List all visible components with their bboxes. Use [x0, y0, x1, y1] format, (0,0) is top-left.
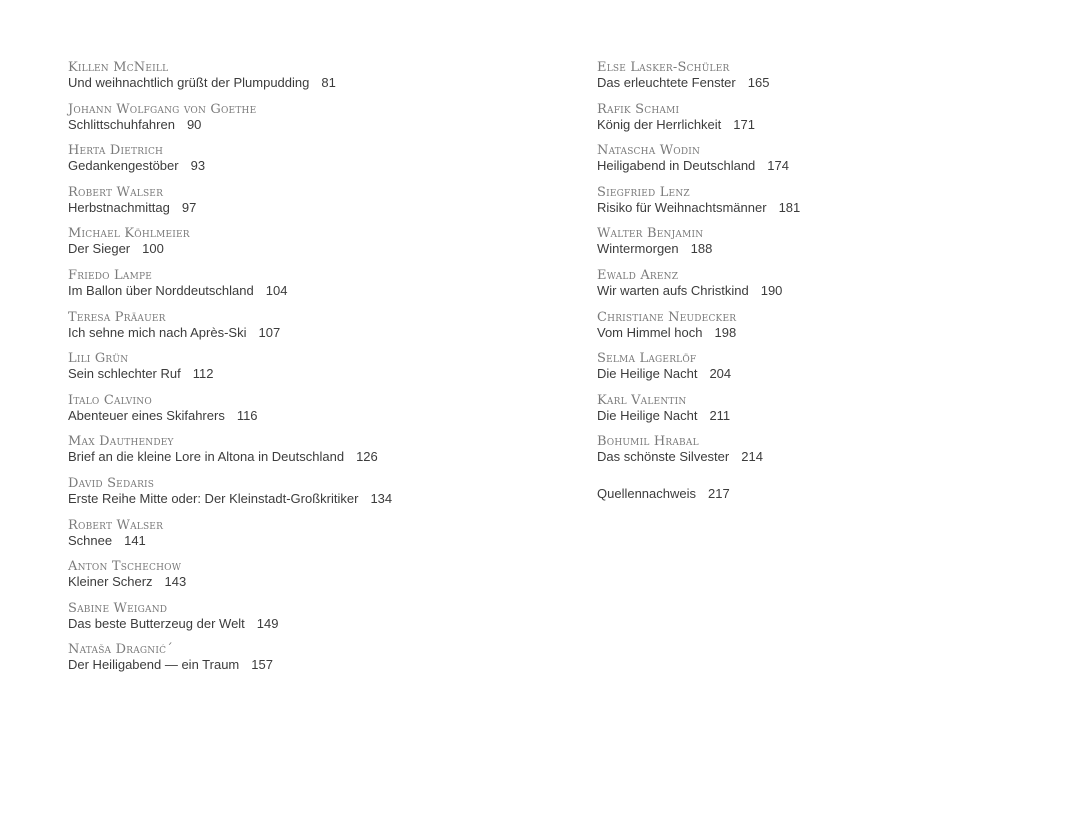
- toc-title: Schlittschuhfahren: [68, 116, 175, 132]
- toc-title-line: [68, 117, 568, 133]
- toc-author: Robert Walser: [68, 517, 164, 533]
- toc-title-line: [597, 75, 1037, 91]
- toc-title: Das schönste Silvester: [597, 449, 730, 465]
- toc-entry: [597, 393, 1037, 435]
- toc-page-number: 165: [747, 75, 770, 90]
- toc-title: Das beste Butterzeug der Welt: [68, 615, 245, 631]
- toc-page-number: 141: [124, 532, 146, 548]
- toc-entry: [68, 268, 568, 310]
- toc-author: Ewald Arenz: [597, 267, 679, 283]
- toc-entry: [68, 559, 568, 601]
- toc-title-line: [68, 325, 568, 341]
- toc-title-line: [597, 158, 1037, 174]
- toc-author: Anton Tschechow: [68, 559, 182, 575]
- toc-title: Die Heilige Nacht: [597, 366, 698, 382]
- toc-title: Vom Himmel hoch: [597, 324, 703, 340]
- toc-title: Kleiner Scherz: [68, 574, 153, 590]
- toc-entry: [68, 60, 568, 102]
- toc-sources-title: Quellennachweis: [597, 485, 697, 501]
- toc-title-line: [68, 366, 568, 382]
- toc-page-number: 116: [236, 407, 258, 423]
- toc-entry: [68, 351, 568, 393]
- toc-title: Wintermorgen: [597, 241, 679, 257]
- toc-page-number: 188: [690, 241, 713, 257]
- toc-page-number: 211: [709, 407, 731, 423]
- toc-page-number: 97: [181, 199, 197, 215]
- toc-title-line: [68, 241, 568, 257]
- toc-title: Ich sehne mich nach Après-Ski: [68, 324, 247, 340]
- toc-author: Teresa Präauer: [68, 309, 166, 325]
- toc-page-number: 93: [190, 158, 206, 174]
- toc-entry: [68, 518, 568, 560]
- toc-author: Walter Benjamin: [597, 226, 704, 242]
- toc-author: David Sedaris: [68, 475, 155, 491]
- toc-entry: [597, 226, 1037, 268]
- toc-author: Rafik Schami: [597, 101, 680, 117]
- toc-entry: [597, 185, 1037, 227]
- toc-title-line: [68, 283, 568, 299]
- toc-page-number: 171: [733, 116, 755, 132]
- toc-title: König der Herrlichkeit: [597, 116, 722, 132]
- toc-page-number: 107: [258, 324, 281, 340]
- toc-title-line: [68, 491, 568, 507]
- toc-author: Italo Calvino: [68, 392, 152, 408]
- toc-author: Siegfried Lenz: [597, 184, 690, 200]
- toc-entry: [597, 310, 1037, 352]
- toc-title: Der Sieger: [68, 241, 131, 257]
- toc-entry: [68, 393, 568, 435]
- toc-author: Christiane Neudecker: [597, 309, 737, 325]
- toc-title-line: [68, 408, 568, 424]
- toc-title: Schnee: [68, 532, 113, 548]
- toc-title: Brief an die kleine Lore in Altona in Deutschland: [68, 449, 345, 465]
- toc-author: Max Dauthendey: [68, 434, 174, 450]
- toc-title: Wir warten aufs Christkind: [597, 282, 749, 298]
- toc-entry: [597, 102, 1037, 144]
- toc-author: Bohumil Hrabal: [597, 434, 699, 450]
- toc-title: Und weihnachtlich grüßt der Plumpudding: [68, 75, 310, 90]
- toc-page-number: 149: [256, 615, 279, 631]
- toc-title: Sein schlechter Ruf: [68, 366, 181, 382]
- toc-page-number: 143: [164, 574, 187, 590]
- toc-entry: [68, 642, 568, 684]
- toc-title-line: [68, 200, 568, 216]
- toc-title: Risiko für Weihnachtsmänner: [597, 199, 767, 215]
- toc-author: Johann Wolfgang von Goethe: [68, 101, 257, 117]
- toc-entry: [68, 185, 568, 227]
- toc-author: Nataša Dragnić´: [68, 642, 173, 658]
- toc-entry: [68, 476, 568, 518]
- toc-page-number: 190: [760, 282, 783, 298]
- toc-page-number: 100: [142, 241, 164, 257]
- toc-author: Robert Walser: [68, 184, 164, 200]
- toc-title: Im Ballon über Norddeutschland: [68, 282, 254, 298]
- toc-entry: [597, 351, 1037, 393]
- toc-title-line: [597, 283, 1037, 299]
- toc-author: Natascha Wodin: [597, 143, 701, 159]
- toc-page-number: 174: [767, 158, 789, 174]
- toc-page-number: 81: [321, 75, 336, 90]
- toc-author: Else Lasker-Schüler: [597, 60, 730, 75]
- toc-page-number: 112: [192, 366, 214, 382]
- toc-title: Erste Reihe Mitte oder: Der Kleinstadt-Großkritiker: [68, 490, 359, 506]
- toc-page-number: 204: [709, 366, 732, 382]
- toc-title-line: [597, 449, 1037, 465]
- toc-entry: [68, 143, 568, 185]
- toc-author: Friedo Lampe: [68, 267, 153, 283]
- toc-sources-page-number: 217: [708, 485, 730, 501]
- toc-title-line: [597, 408, 1037, 424]
- toc-page-number: 214: [741, 449, 763, 465]
- toc-author: Herta Dietrich: [68, 143, 164, 159]
- toc-author: Karl Valentin: [597, 392, 687, 408]
- toc-right-column: [597, 60, 1037, 502]
- toc-title-line: [68, 449, 568, 465]
- toc-title: Gedankengestöber: [68, 158, 179, 174]
- toc-title: Der Heiligabend — ein Traum: [68, 657, 240, 673]
- toc-page-number: 126: [356, 449, 378, 465]
- toc-author: Lili Grün: [68, 351, 129, 367]
- toc-title-line: [68, 158, 568, 174]
- toc-page-number: 198: [714, 324, 737, 340]
- toc-title-line: [68, 616, 568, 632]
- toc-title-line: [68, 657, 568, 673]
- toc-title: Das erleuchtete Fenster: [597, 75, 736, 90]
- toc-page-number: 90: [186, 116, 202, 132]
- toc-entry: [68, 434, 568, 476]
- toc-title: Die Heilige Nacht: [597, 407, 698, 423]
- toc-page-number: 104: [265, 282, 288, 298]
- toc-entry: [68, 601, 568, 643]
- toc-entry: [597, 60, 1037, 102]
- toc-page-number: 134: [370, 490, 393, 506]
- toc-entry: [597, 143, 1037, 185]
- toc-title-line: [597, 117, 1037, 133]
- toc-author: Michael Köhlmeier: [68, 226, 190, 242]
- toc-entry: [68, 310, 568, 352]
- toc-page-number: 181: [778, 199, 801, 215]
- toc-title-line: [597, 325, 1037, 341]
- toc-title-line: [597, 366, 1037, 382]
- toc-title-line: [68, 533, 568, 549]
- toc-author: Selma Lagerlöf: [597, 351, 697, 367]
- toc-title-line: [597, 200, 1037, 216]
- toc-left-column: [68, 60, 568, 684]
- toc-entry: [68, 102, 568, 144]
- toc-title-line: [68, 75, 568, 91]
- toc-entry: [68, 226, 568, 268]
- toc-title-line: [68, 574, 568, 590]
- toc-title: Heiligabend in Deutschland: [597, 158, 756, 174]
- toc-title-line: [597, 241, 1037, 257]
- toc-title: Abenteuer eines Skifahrers: [68, 407, 225, 423]
- toc-sources-line: [597, 486, 1037, 502]
- toc-page-number: 157: [251, 657, 273, 673]
- toc-author: Sabine Weigand: [68, 600, 168, 616]
- toc-entry: [597, 434, 1037, 476]
- toc-author: Killen McNeill: [68, 60, 169, 75]
- toc-entry: [597, 268, 1037, 310]
- toc-title: Herbstnachmittag: [68, 199, 170, 215]
